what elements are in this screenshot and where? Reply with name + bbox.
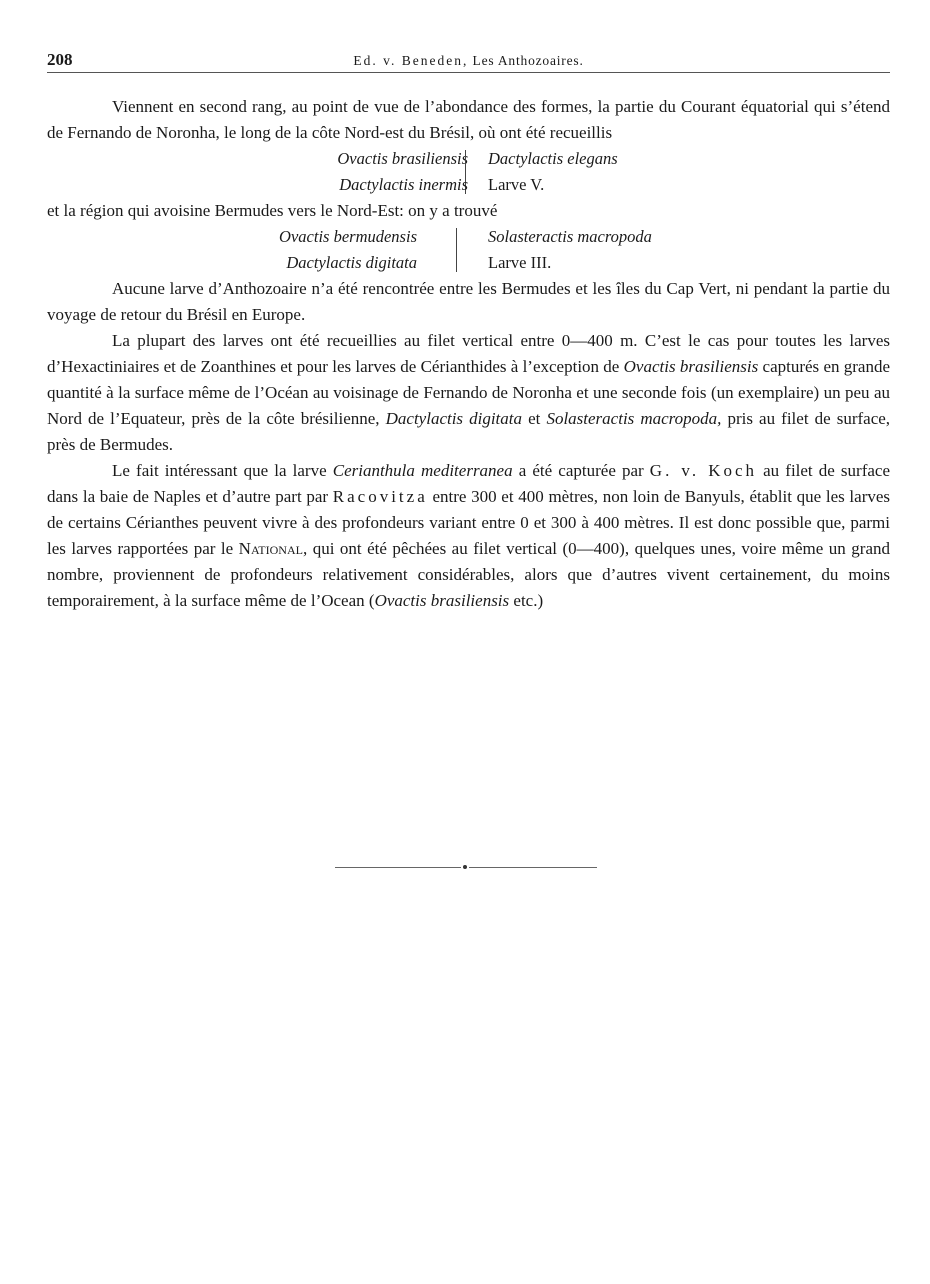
ornament-line-left [335, 867, 461, 868]
species-table-2-r1-right: Solasteractis macropoda [488, 227, 652, 246]
paragraph-5-text-g: entre 300 et 400 mètres, non loin de Banyuls, établit que les larves de certains Cérianthes peuvent vivre à des profondeurs variant entre 0 et 300 à 400 mètres. Il est donc possible que, parmi les larves rapportées par le [47, 487, 891, 558]
ship-name: National, [238, 539, 308, 558]
species-table-2 [47, 224, 890, 276]
paragraph-5-text-k: etc.) [513, 591, 544, 610]
paragraph-4-text-g: pris au filet de surface, près de Bermudes. [47, 409, 891, 454]
species-table-1-r2-left: Dactylactis inermis [339, 175, 468, 194]
ornament-dot [463, 865, 467, 869]
species-name: Ovactis brasiliensis [374, 591, 510, 610]
paragraph-4-text-a: La plupart des larves ont été recueillies au filet vertical entre 0—400 m. C’est le cas pour toutes les larves d’Hexactiniaires et de Zoanthines et pour les larves de Cérianthides à l’exception de [47, 331, 890, 376]
author-name: G. v. Koch [649, 461, 758, 480]
species-name: Cerianthula mediterranea [332, 461, 513, 480]
paragraph-5-text-i: qui ont été pêchées au filet vertical (0—400), quelques unes, voire même un grand nombre, proviennent de profondeurs relativement considérables, alors que d’autres vivent certainement, du moins temporairement, à la surface même de l’Ocean ( [47, 539, 890, 610]
species-name: Solasteractis macropoda, [546, 409, 722, 428]
paragraph-1-text: Viennent en second rang, au point de vue de l’abondance des formes, la partie du Courant équatorial qui s’étend de Fernando de Noronha, le long de la côte Nord-est du Brésil, où ont été recueillis [47, 97, 890, 142]
paragraph-4-text-c: capturés en grande quantité à la surface même de l’Océan au voisinage de Fernando de Noronha et une seconde fois (un exemplaire) un peu au Nord de l’Equateur, près de la côte brésilienne, [47, 357, 891, 428]
species-table-1-r1-right: Dactylactis elegans [488, 149, 618, 168]
species-table-2-divider [456, 228, 457, 272]
paragraph-3 [47, 276, 890, 328]
species-table-2-r2-left: Dactylactis digitata [286, 253, 417, 272]
species-table-2-r2-right: Larve III. [488, 253, 552, 272]
paragraph-1 [47, 94, 890, 146]
author-name: Racovitza [332, 487, 428, 506]
paragraph-5-text-a: Le fait intéressant que la larve [112, 461, 327, 480]
paragraph-5-text-e: au filet de surface dans la baie de Naples et d’autre part par [47, 461, 890, 506]
section-end-ornament [335, 866, 597, 870]
running-title [47, 53, 890, 69]
paragraph-3-text: Aucune larve d’Anthozoaire n’a été rencontrée entre les Bermudes et les îles du Cap Vert, ni pendant la partie du voyage de retour du Brésil en Europe. [47, 279, 890, 324]
species-table-1-r1-left: Ovactis brasiliensis [337, 149, 468, 168]
header-author: Ed. v. Beneden, [353, 53, 469, 68]
paragraph-2-text: et la région qui avoisine Bermudes vers le Nord-Est: on y a trouvé [47, 201, 498, 220]
paragraph-5 [47, 458, 890, 614]
page-number: 208 [47, 50, 73, 69]
paragraph-4-text-e: et [528, 409, 541, 428]
species-name: Ovactis brasiliensis [623, 357, 759, 376]
species-table-2-r1-left: Ovactis bermudensis [279, 227, 417, 246]
paragraph-4 [47, 328, 890, 458]
species-table-1 [47, 146, 890, 198]
header-rule [47, 72, 890, 73]
ornament-line-right [469, 867, 597, 868]
header-title: Les Anthozoaires. [472, 53, 584, 68]
body-text [47, 94, 890, 614]
paragraph-5-text-c: a été capturée par [518, 461, 644, 480]
species-name: Dactylactis digitata [385, 409, 523, 428]
species-table-1-r2-right: Larve V. [488, 175, 545, 194]
page-header [47, 48, 890, 74]
paragraph-2 [47, 198, 890, 224]
